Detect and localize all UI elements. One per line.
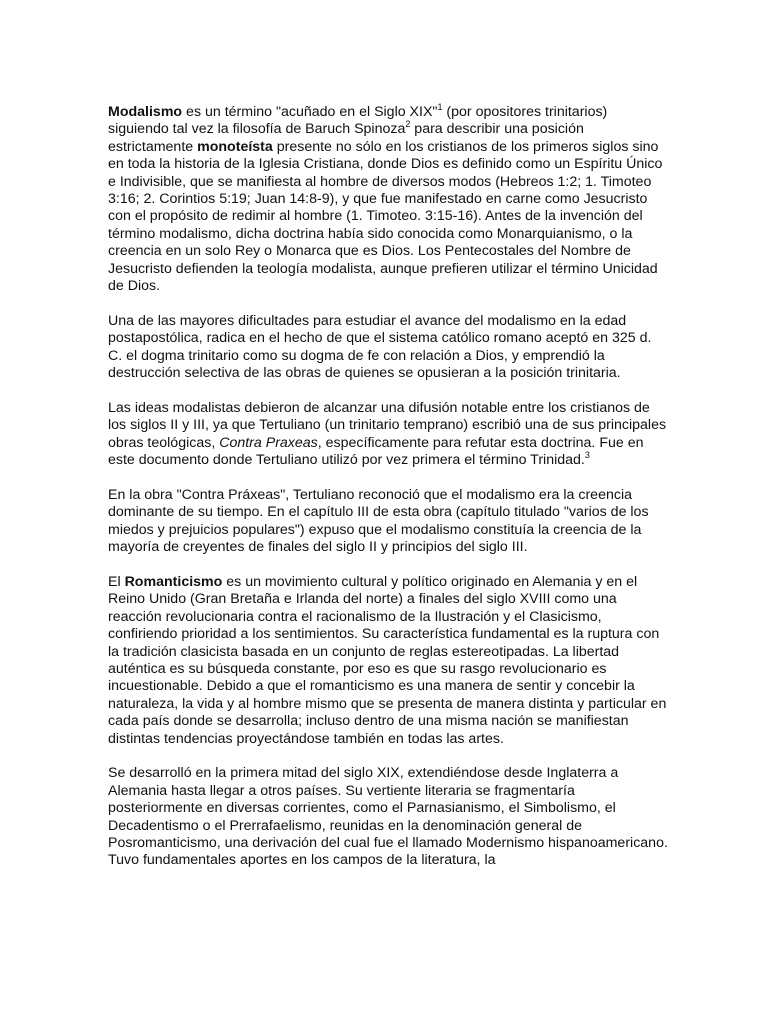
- text-segment: es un término "acuñado en el Siglo XIX": [182, 104, 438, 120]
- text-segment: El: [108, 573, 125, 590]
- paragraph-romanticismo: [108, 574, 668, 748]
- document-page: [108, 104, 668, 887]
- text-segment: (por opositores trinitarios) siguiendo tal vez la filosofía de Baruch Spinoza: [108, 104, 608, 138]
- term-modalismo: Modalismo: [108, 104, 183, 120]
- paragraph-ideas-modalistas: [108, 400, 668, 470]
- text-segment: para describir una posición estrictamente: [108, 121, 584, 155]
- footnote-ref-1: 1: [437, 102, 443, 112]
- paragraph-contra-praxeas: En la obra "Contra Práxeas", Tertuliano reconoció que el modalismo era la creencia dominante de su tiempo. En el capítulo III de esta obra (capítulo titulado "varios de los miedos y prejuicios populares") expuso que el modalismo constituía la creencia de la mayoría de creyentes de finales del siglo II y principios del siglo III.: [108, 486, 649, 556]
- text-segment: presente no sólo en los cristianos de los primeros siglos sino en toda la historia de la Iglesia Cristiana, donde Dios es definido como un Espíritu Único e Indivisible, que se manifiesta al hombre de diversos modos (Hebreos 1:2; 1. Timoteo 3:16; 2. Corintios 5:19; Juan 14:8-9), y que fue manifestado en carne como Jesucristo con el propósito de redimir al hombre (1. Timoteo. 3:15-16). Antes de la invención del término modalismo, dicha doctrina había sido conocida como Monarquianismo, o la creencia en un solo Rey o Monarca que es Dios. Los Pentecostales del Nombre de Jesucristo defienden la teología modalista, aunque prefieren utilizar el término Unicidad de Dios.: [108, 138, 663, 295]
- paragraph-dificultades: Una de las mayores dificultades para estudiar el avance del modalismo en la edad postapostólica, radica en el hecho de que el sistema católico romano aceptó en 325 d. C. el dogma trinitario como su dogma de fe con relación a Dios, y emprendió la destrucción selectiva de las obras de quienes se opusieran a la posición trinitaria.: [108, 312, 652, 382]
- text-segment: Las ideas modalistas debieron de alcanzar una difusión notable entre los cristianos de los siglos II y III, ya que Tertuliano (un trinitario temprano) escribió una de sus principales obras teológicas,: [108, 399, 667, 451]
- paragraph-modalismo: [108, 104, 668, 295]
- term-romanticismo: Romanticismo: [124, 573, 223, 590]
- term-monoteista: monoteísta: [197, 138, 273, 155]
- footnote-ref-2: 2: [405, 119, 411, 130]
- footnote-ref-3: 3: [584, 450, 590, 461]
- paragraph-desarrollo: Se desarrolló en la primera mitad del siglo XIX, extendiéndose desde Inglaterra a Alemania hasta llegar a otros países. Su vertiente literaria se fragmentaría posteriormente en diversas corrientes, como el Parnasianismo, el Simbolismo, el Decadentismo o el Prerrafaelismo, reunidas en la denominación general de Posromanticismo, una derivación del cual fue el llamado Modernismo hispanoamericano. Tuvo fundamentales aportes en los campos de la literatura, la: [108, 765, 668, 869]
- text-segment: , específicamente para refutar esta doctrina. Fue en este documento donde Tertuliano utilizó por vez primera el término Trinidad.: [108, 434, 644, 469]
- work-title: Contra Praxeas: [219, 434, 318, 451]
- text-segment: es un movimiento cultural y político originado en Alemania y en el Reino Unido (Gran Bretaña e Irlanda del norte) a finales del siglo XVIII como una reacción revolucionaria contra el racionalismo de la Ilustración y el Clasicismo, confiriendo prioridad a los sentimientos. Su característica fundamental es la ruptura con la tradición clasicista basada en un conjunto de reglas estereotipadas. La libertad auténtica es su búsqueda constante, por eso es que su rasgo revolucionario es incuestionable. Debido a que el romanticismo es una manera de sentir y concebir la naturaleza, la vida y al hombre mismo que se presenta de manera distinta y particular en cada país donde se desarrolla; incluso dentro de una misma nación se manifiestan distintas tendencias proyectándose también en todas las artes.: [108, 573, 667, 747]
